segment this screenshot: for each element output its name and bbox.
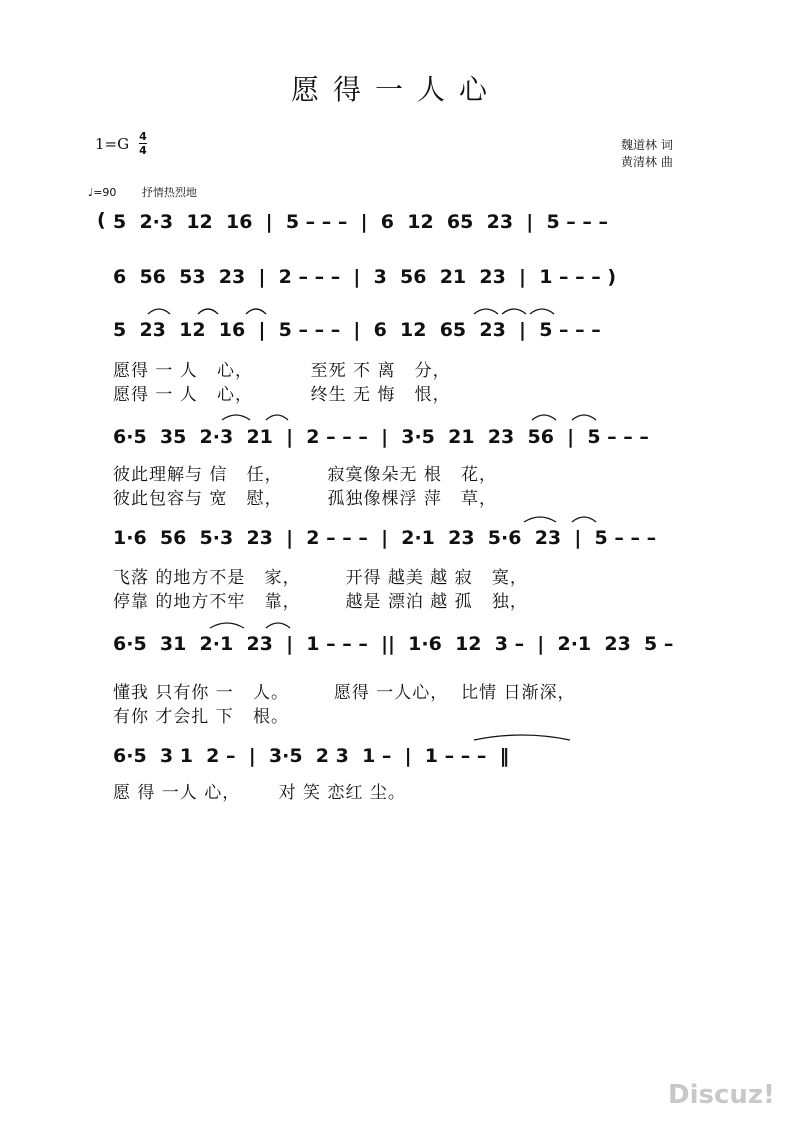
slur-mark: [198, 309, 218, 314]
lyrics-line-4b: 彼此包容与 宽 慰， 孤独像棵浮 萍 草，: [113, 489, 498, 509]
tie-mark: [474, 735, 570, 740]
composer-credit: 黄清林 曲: [621, 155, 673, 169]
time-numerator: 4: [139, 130, 147, 143]
notes-line-3: 5 23 12 16 | 5 – – – | 6 12 65 23 | 5 – – –: [113, 319, 601, 341]
notes-line-5: 1·6 56 5·3 23 | 2 – – – | 2·1 23 5·6 23 | 5 – – –: [113, 527, 657, 549]
lyrics-line-3b: 愿得 一 人 心， 终生 无 悔 恨，: [113, 385, 451, 405]
song-title: 愿得一人心: [290, 73, 501, 106]
lyrics-line-6b: 有你 才会扎 下 根。: [113, 707, 290, 727]
lyrics-line-6a: 懂我 只有你 一 人。 愿得 一人心， 比情 日渐深，: [113, 683, 576, 703]
slur-mark: [530, 309, 554, 314]
notes-line-7: 6·5 3 1 2 – | 3·5 2 3 1 – | 1 – – – ‖: [113, 745, 510, 767]
notes-line-4: 6·5 35 2·3 21 | 2 – – – | 3·5 21 23 56 | 5 – – –: [113, 426, 649, 448]
lyrics-line-4a: 彼此理解与 信 任， 寂寞像朵无 根 花，: [113, 465, 498, 485]
slur-mark: [210, 623, 244, 628]
slur-mark: [266, 415, 288, 420]
open-paren: (: [97, 209, 106, 231]
slur-mark: [502, 309, 526, 314]
slur-mark: [572, 415, 596, 420]
lyrics-line-5a: 飞落 的地方不是 家， 开得 越美 越 寂 寞，: [113, 568, 528, 588]
expression-mark: 抒情热烈地: [141, 186, 197, 199]
notes-line-2: 6 56 53 23 | 2 – – – | 3 56 21 23 | 1 – – – ): [113, 266, 617, 288]
tempo-value: ♩=90: [88, 186, 117, 199]
slur-mark: [148, 309, 170, 314]
lyrics-line-5b: 停靠 的地方不牢 靠， 越是 漂泊 越 孤 独，: [113, 592, 528, 612]
watermark: Discuz!: [668, 1080, 775, 1110]
lyrics-line-7a: 愿 得 一人 心， 对 笑 恋红 尘。: [113, 783, 406, 803]
slur-mark: [246, 309, 266, 314]
slur-mark: [474, 309, 498, 314]
slur-mark: [532, 415, 556, 420]
slur-mark: [572, 517, 596, 522]
lyricist-credit: 魏道林 词: [621, 138, 673, 152]
slur-mark: [222, 415, 250, 420]
notes-line-1: 5 2·3 12 16 | 5 – – – | 6 12 65 23 | 5 – – –: [113, 211, 609, 233]
key-signature: 1=G: [95, 135, 130, 153]
time-denominator: 4: [139, 144, 147, 157]
slur-mark: [266, 623, 290, 628]
notes-line-6: 6·5 31 2·1 23 | 1 – – – || 1·6 12 3 – | 2·1 23 5 –: [113, 633, 674, 655]
lyrics-line-3a: 愿得 一 人 心， 至死 不 离 分，: [113, 361, 451, 381]
slur-mark: [524, 517, 556, 522]
